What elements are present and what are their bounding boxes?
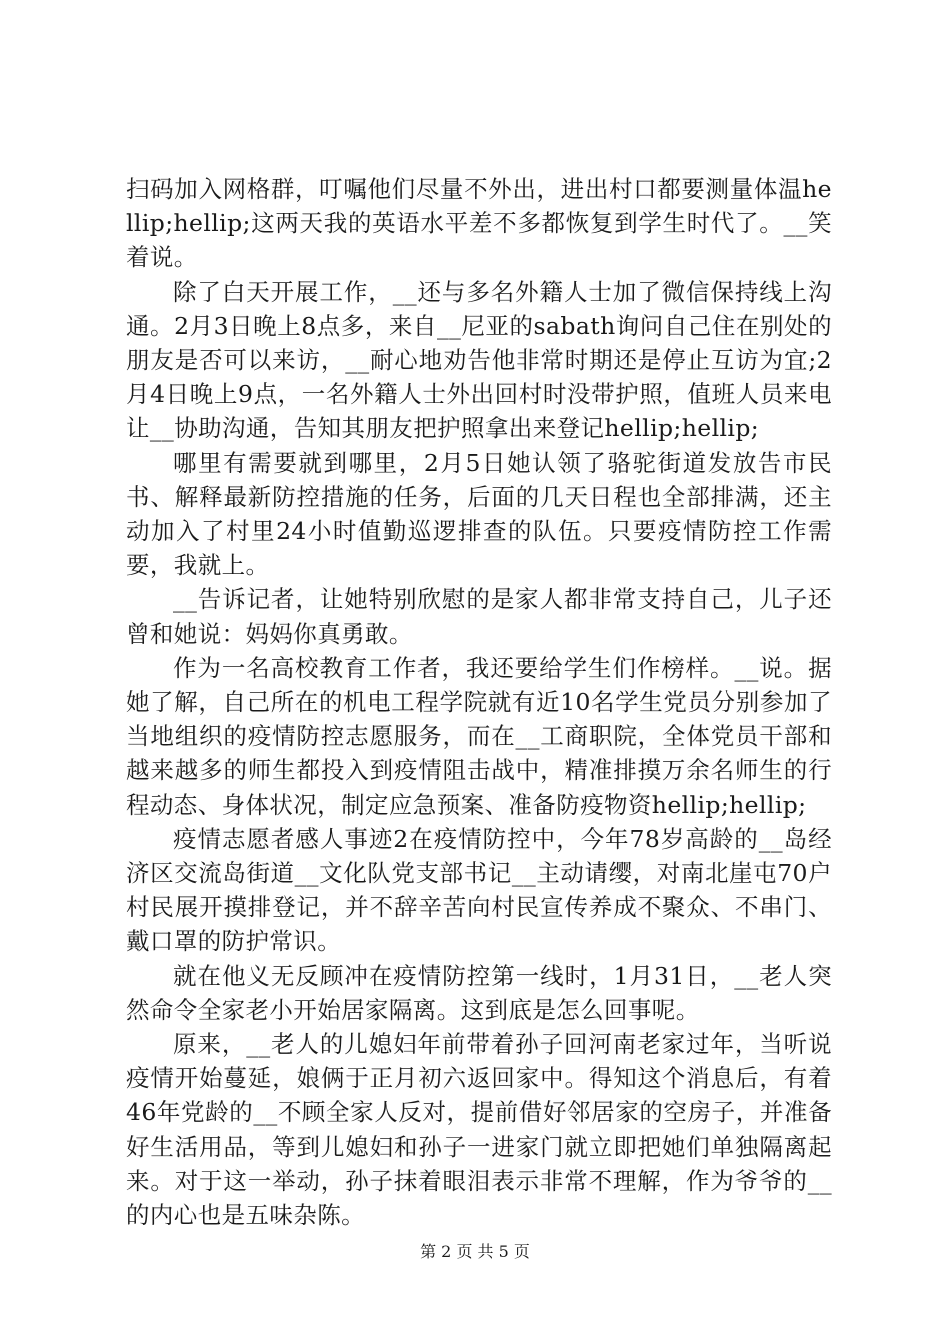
paragraph: 作为一名高校教育工作者，我还要给学生们作榜样。__说。据她了解，自己所在的机电工程学院就有近10名学生党员分别参加了当地组织的疫情防控志愿服务，而在__工商职院，全体党员干部和越来越多的师生都投入到疫情阻击战中，精准排摸万余名师生的行程动态、身体状况，制定应急预案、准备防疫物资hellip;hellip; — [126, 653, 832, 819]
paragraph: 原来，__老人的儿媳妇年前带着孙子回河南老家过年，当听说疫情开始蔓延，娘俩于正月初六返回家中。得知这个消息后，有着46年党龄的__不顾全家人反对，提前借好邻居家的空房子，并准备好生活用品，等到儿媳妇和孙子一进家门就立即把她们单独隔离起来。对于这一举动，孙子抹着眼泪表示非常不理解，作为爷爷的__的内心也是五味杂陈。 — [126, 1030, 832, 1230]
paragraph: __告诉记者，让她特别欣慰的是家人都非常支持自己，儿子还曾和她说：妈妈你真勇敢。 — [126, 585, 832, 648]
document-body — [126, 172, 832, 1232]
paragraph: 除了白天开展工作，__还与多名外籍人士加了微信保持线上沟通。2月3日晚上8点多，来自__尼亚的sabath询问自己住在别处的朋友是否可以来访，__耐心地劝告他非常时期还是停止互访为宜;2月4日晚上9点，一名外籍人士外出回村时没带护照，值班人员来电让__协助沟通，告知其朋友把护照拿出来登记hellip;hellip; — [126, 277, 832, 443]
paragraph-continued: 扫码加入网格群，叮嘱他们尽量不外出，进出村口都要测量体温hellip;hellip;这两天我的英语水平差不多都恢复到学生时代了。__笑着说。 — [126, 175, 832, 272]
paragraph: 就在他义无反顾冲在疫情防控第一线时，1月31日，__老人突然命令全家老小开始居家隔离。这到底是怎么回事呢。 — [126, 961, 832, 1024]
paragraph: 疫情志愿者感人事迹2在疫情防控中，今年78岁高龄的__岛经济区交流岛街道__文化队党支部书记__主动请缨，对南北崖屯70户村民展开摸排登记，并不辞辛苦向村民宣传养成不聚众、不串门、戴口罩的防护常识。 — [126, 824, 832, 956]
page-number-footer: 第 2 页 共 5 页 — [420, 1242, 530, 1261]
paragraph: 哪里有需要就到哪里，2月5日她认领了骆驼街道发放告市民书、解释最新防控措施的任务，后面的几天日程也全部排满，还主动加入了村里24小时值勤巡逻排查的队伍。只要疫情防控工作需要，我就上。 — [126, 448, 832, 580]
